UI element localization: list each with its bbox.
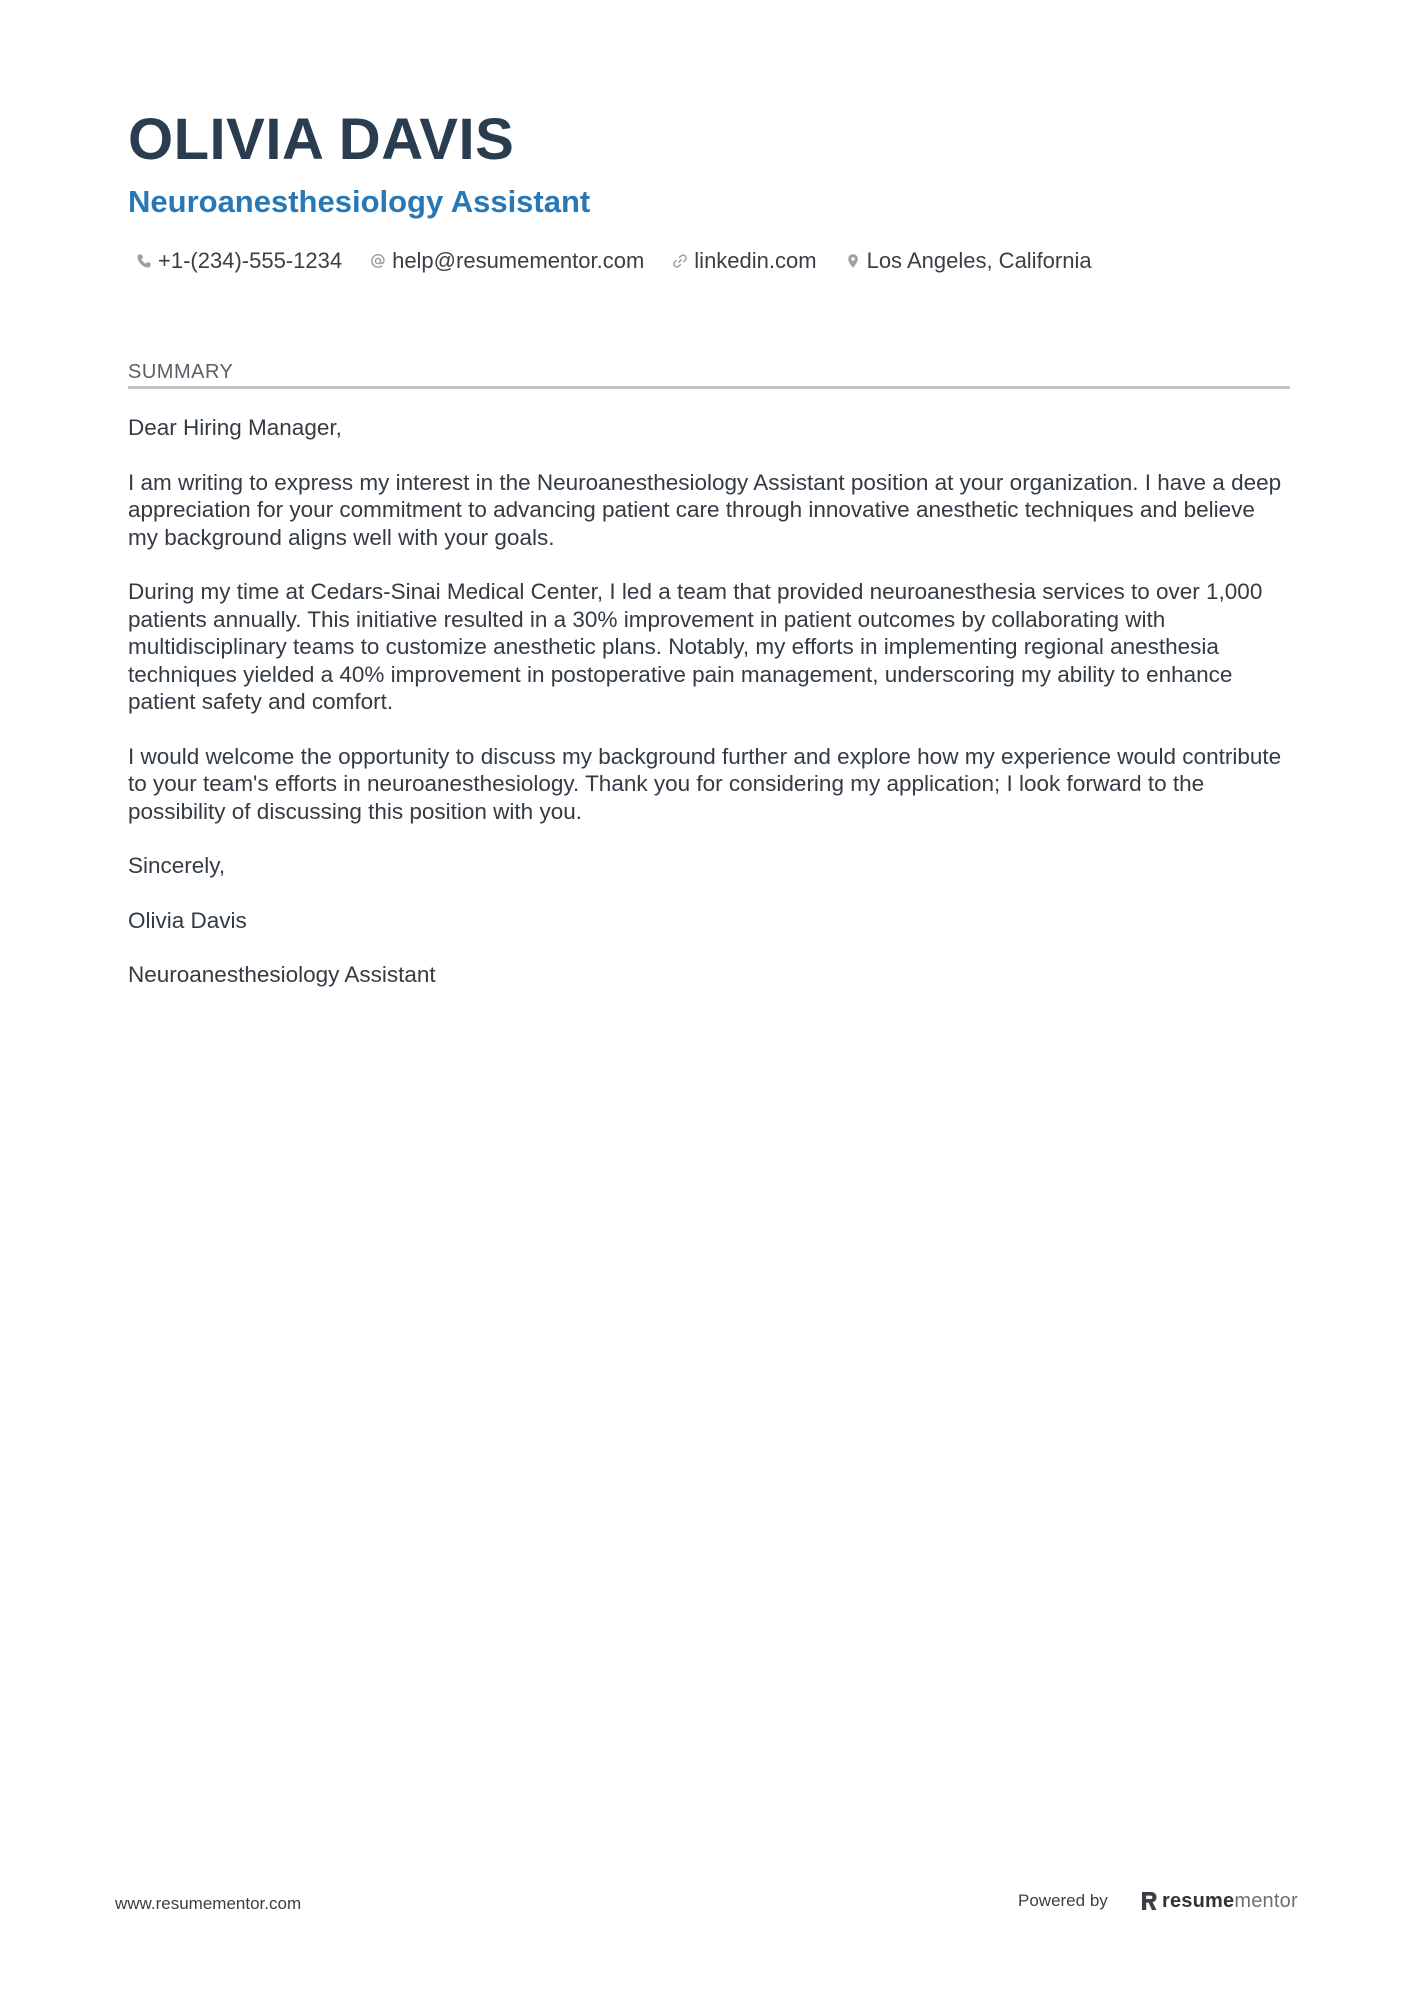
letter-paragraph-closing: I would welcome the opportunity to discuss my background further and explore how my experience would contribute to your team's efforts in neuroanesthesiology. Thank you for considering my application; I look forward to the possibility of discussing this position with you.	[128, 743, 1282, 824]
footer-powered-by: Powered by	[1018, 1891, 1108, 1910]
letter-body	[128, 414, 1290, 1016]
contact-bar	[134, 246, 1118, 276]
letter-paragraph-experience: During my time at Cedars-Sinai Medical Center, I led a team that provided neuroanesthesia services to over 1,000 patients annually. This initiative resulted in a 30% improvement in patient outcomes by collaborating with multidisciplinary teams to customize anesthetic plans. Notably, my efforts in implementing regional anesthesia techniques yielded a 40% improvement in postoperative pain management, underscoring my ability to enhance patient safety and comfort.	[128, 579, 1263, 714]
phone-icon	[134, 251, 154, 271]
contact-location-value: Los Angeles, California	[866, 248, 1092, 273]
footer-website: www.resumementor.com	[115, 1894, 302, 1913]
summary-section-header	[128, 360, 1290, 389]
contact-link	[670, 246, 816, 276]
location-pin-icon	[843, 251, 863, 271]
letter-paragraph-intro: I am writing to express my interest in the Neuroanesthesiology Assistant position at your organization. I have a deep appreciation for your commitment to advancing patient care through innovative anesthetic techniques and believe my background aligns well with your goals.	[128, 469, 1282, 550]
signature-title: Neuroanesthesiology Assistant	[128, 962, 436, 987]
signature-name: Olivia Davis	[128, 907, 247, 933]
at-icon	[368, 251, 388, 271]
job-title: Neuroanesthesiology Assistant	[128, 184, 591, 219]
candidate-name: OLIVIA DAVIS	[128, 107, 515, 172]
resumementor-logo-text: resumementor	[1162, 1890, 1298, 1912]
sign-off: Sincerely,	[128, 853, 226, 878]
link-icon	[670, 251, 690, 271]
resumementor-logo	[1140, 1884, 1298, 1918]
contact-email-value: help@resumementor.com	[392, 248, 645, 273]
contact-email	[368, 246, 644, 276]
resumementor-logo-icon	[1140, 1890, 1158, 1912]
contact-phone	[134, 246, 342, 276]
contact-link-value: linkedin.com	[694, 248, 817, 273]
contact-phone-value: +1-(234)-555-1234	[158, 248, 343, 273]
summary-heading: SUMMARY	[128, 361, 234, 383]
salutation: Dear Hiring Manager,	[128, 415, 342, 440]
contact-location	[843, 246, 1092, 276]
